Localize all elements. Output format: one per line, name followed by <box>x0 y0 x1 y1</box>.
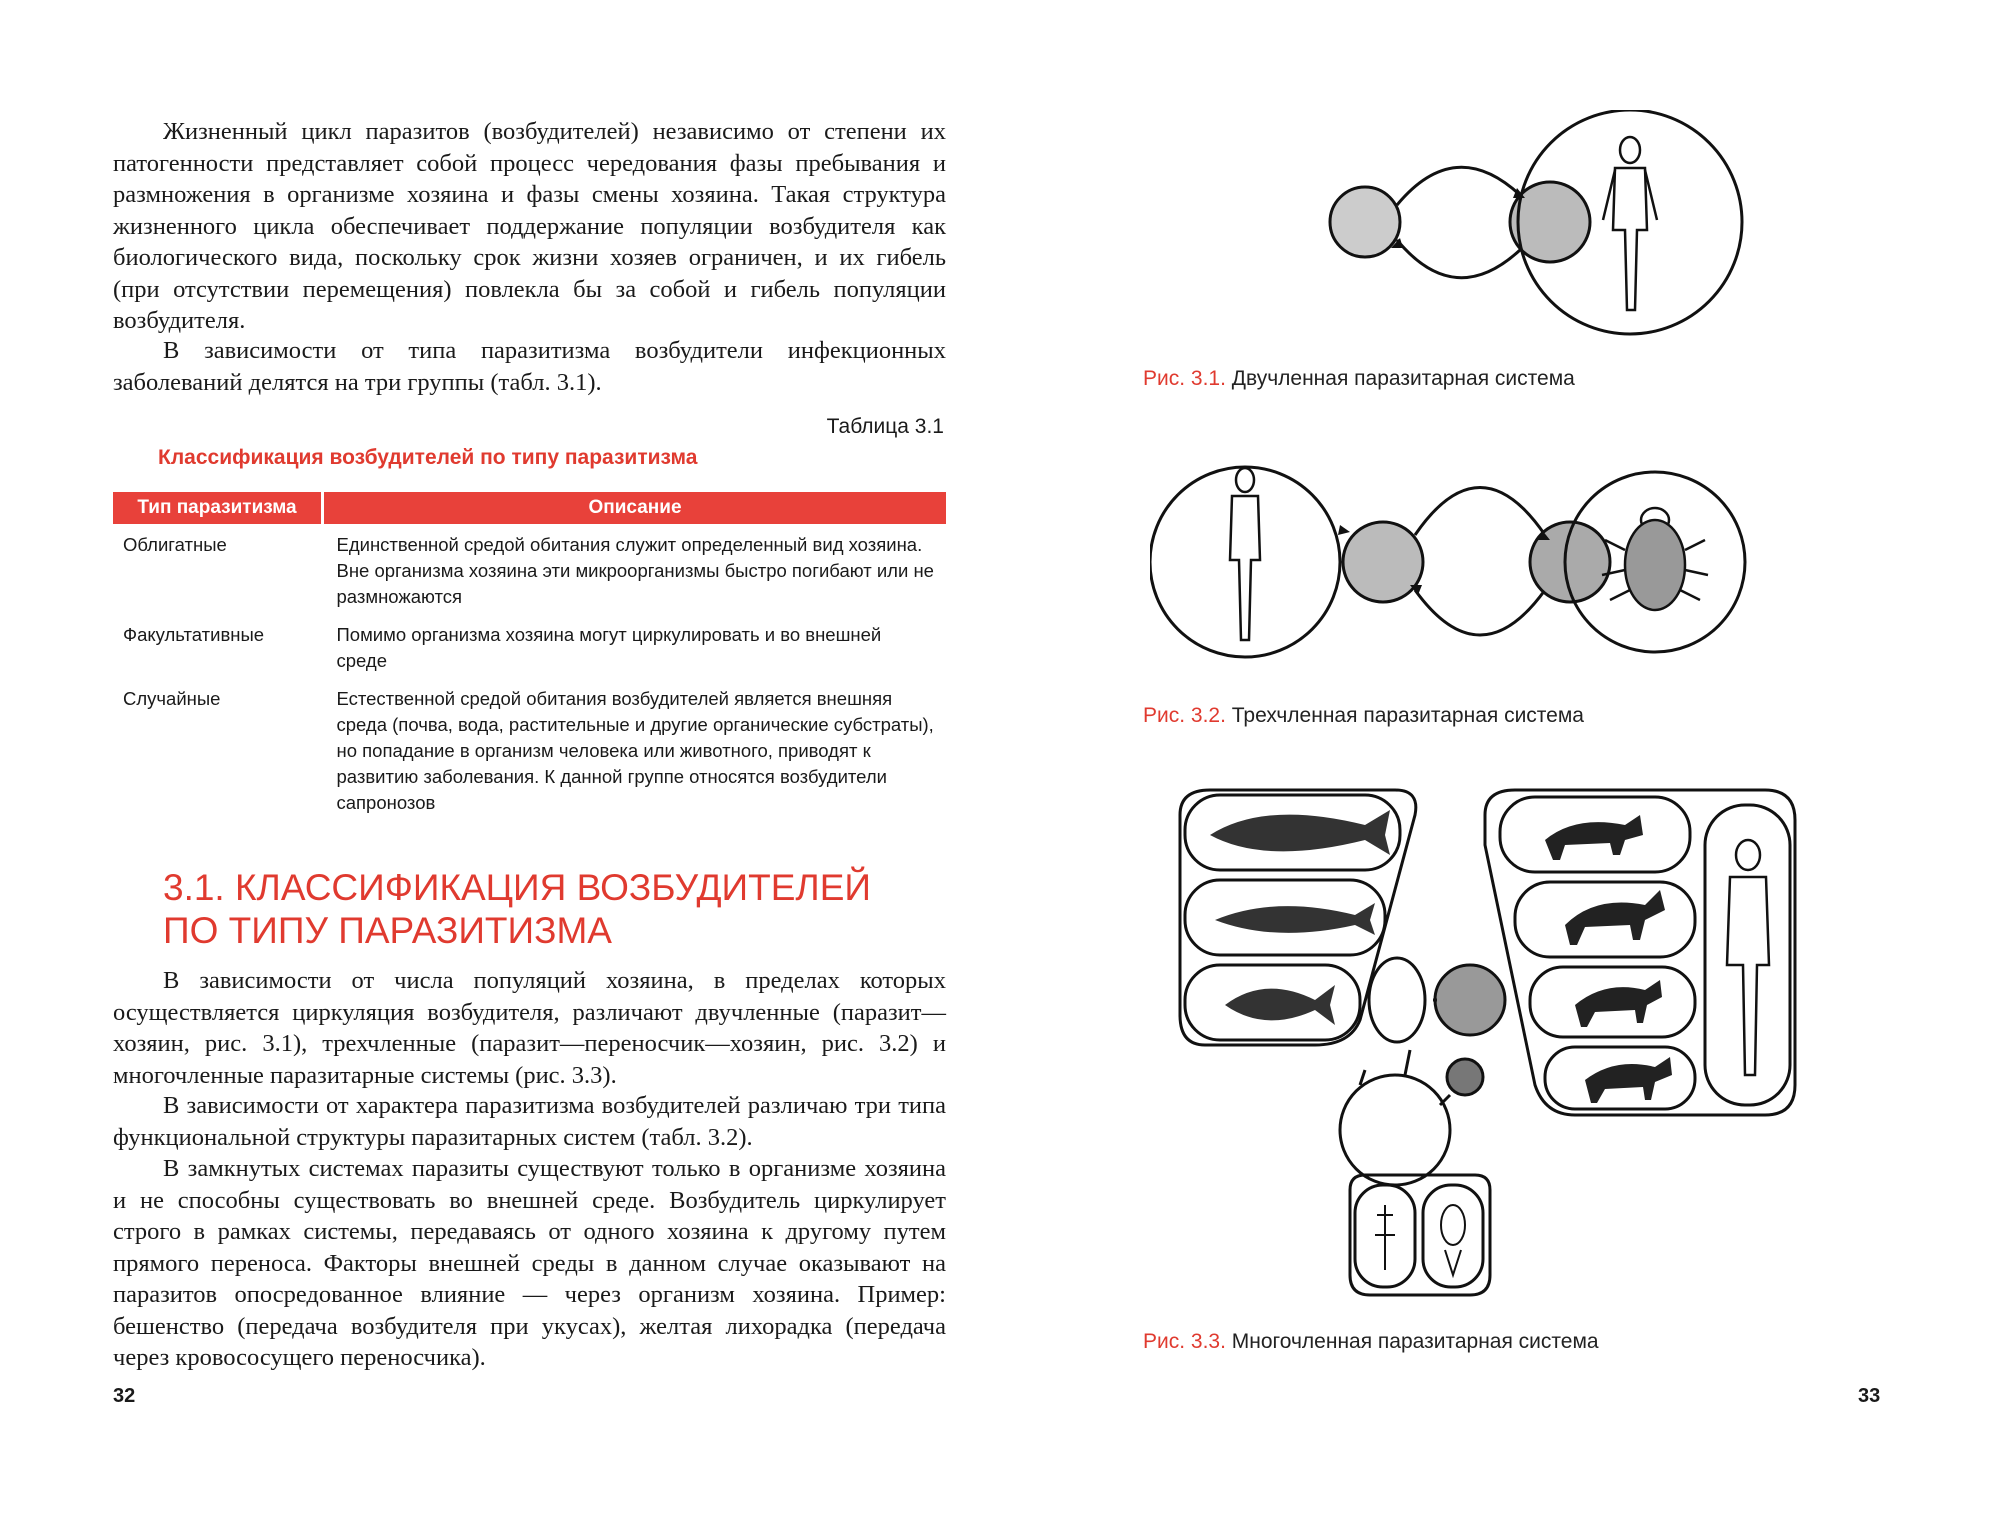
section-heading-line1: 3.1. КЛАССИФИКАЦИЯ ВОЗБУДИТЕЛЕЙ <box>163 867 871 908</box>
section-heading-line2: ПО ТИПУ ПАРАЗИТИЗМА <box>163 910 612 951</box>
table-cell-description: Помимо организма хозяина могут циркулировать и во внешней среде <box>336 624 882 671</box>
human-figure-icon <box>1603 137 1657 310</box>
figure-two-member-system <box>1255 110 1755 350</box>
table-header-row <box>113 492 946 524</box>
larva-cell <box>1369 958 1425 1042</box>
figure-label: Рис. 3.1. <box>1143 367 1226 390</box>
figure-caption-text: Двучленная паразитарная система <box>1231 367 1575 390</box>
cycle-arrow <box>1415 590 1545 635</box>
human-host-cell <box>1705 805 1790 1105</box>
table-row <box>113 614 946 678</box>
table-row <box>113 524 946 614</box>
body-paragraph: В зависимости от типа паразитизма возбудители инфекционных заболеваний делятся на три группы (табл. 3.1). <box>113 337 946 396</box>
pathogen-cell <box>1330 187 1400 257</box>
figure-caption <box>1143 1330 1599 1354</box>
table-cell-description: Единственной средой обитания служит определенный вид хозяина. Вне организма хозяина эти микроорганизмы быстро погибают или не размножаются <box>336 534 934 607</box>
egg-cell <box>1447 1059 1483 1095</box>
figure-multi-member-system <box>1165 785 1825 1310</box>
fish-icon <box>1210 810 1390 1025</box>
human-figure-icon <box>1727 840 1769 1075</box>
right-page <box>1000 0 2000 1515</box>
page-number: 33 <box>1858 1385 1881 1407</box>
table-title: Классификация возбудителей по типу паразитизма <box>158 446 698 469</box>
animal-icon <box>1545 815 1672 1103</box>
intermediate-stage-circle <box>1340 1075 1450 1185</box>
figure-caption <box>1143 704 1584 728</box>
table-cell-type: Факультативные <box>123 624 265 645</box>
figure-three-member-system <box>1150 450 1750 680</box>
crustacean-hosts-group <box>1350 1175 1490 1295</box>
table-row <box>113 678 946 820</box>
classification-table <box>113 492 946 820</box>
body-paragraph: В замкнутых системах паразиты существуют только в организме хозяина и не способны существовать во внешней среде. Возбудитель циркулирует строго в рамках системы, передаваясь от одного хозяина к другому путем прямого переноса. Факторы внешней среды в данном случае оказывают на паразитов опосредованное влияние — через организм хозяина. Пример: бешенство (передача возбудителя при укусах), желтая лихорадка (передача через кровососущего переносчика). <box>113 1155 946 1371</box>
crustacean-cell <box>1423 1185 1483 1287</box>
cycle-arrow <box>1415 488 1545 536</box>
body-paragraph: В зависимости от числа популяций хозяина, в пределах которых осуществляется циркуляция возбудителя, различают двучленные (паразит—хозяин, рис. 3.1), трехчленные (паразит—переносчик—хозяин, рис. 3.2) и многочленные паразитарные системы (рис. 3.3). <box>113 967 946 1089</box>
cycle-arrow <box>1397 240 1520 278</box>
louse-icon <box>1602 508 1708 610</box>
table-header-type: Тип паразитизма <box>113 492 323 524</box>
cycle-arrow <box>1397 167 1520 205</box>
page-number: 32 <box>113 1385 136 1407</box>
pathogen-cell <box>1343 522 1423 602</box>
figure-label: Рис. 3.3. <box>1143 1330 1226 1353</box>
figure-caption <box>1143 367 1575 391</box>
figure-caption-text: Трехчленная паразитарная система <box>1231 704 1584 727</box>
body-paragraph: Жизненный цикл паразитов (возбудителей) независимо от степени их патогенности представляет собой процесс чередования фазы пребывания и размножения в организме хозяина и фазы смены хозяина. Такая структура жизненного цикла обеспечивает поддержание популяции возбудителя как биологического вида, поскольку срок жизни хозяев ограничен, и их гибель (при отсутствии перемещения) повлекла бы за собой и гибель популяции возбудителя. <box>113 118 946 334</box>
crustacean-icon <box>1375 1205 1465 1275</box>
larva-cell <box>1435 965 1505 1035</box>
section-heading <box>163 866 871 952</box>
table-cell-type: Облигатные <box>123 534 227 555</box>
table-cell-type: Случайные <box>123 688 221 709</box>
figure-label: Рис. 3.2. <box>1143 704 1226 727</box>
body-paragraph: В зависимости от характера паразитизма возбудителей различаю три типа функциональной структуры паразитарных систем (табл. 3.2). <box>113 1092 946 1151</box>
table-header-description: Описание <box>323 492 947 524</box>
table-cell-description: Естественной средой обитания возбудителей является внешняя среда (почва, вода, растительные и другие органические субстраты), но попадание в организм человека или животного, приводят к развитию заболевания. К данной группе относятся возбудители сапронозов <box>336 688 934 813</box>
table-number: Таблица 3.1 <box>826 415 944 438</box>
cycle-arrow <box>1360 1000 1450 1105</box>
figure-caption-text: Многочленная паразитарная система <box>1231 1330 1599 1353</box>
human-figure-icon <box>1230 468 1260 640</box>
